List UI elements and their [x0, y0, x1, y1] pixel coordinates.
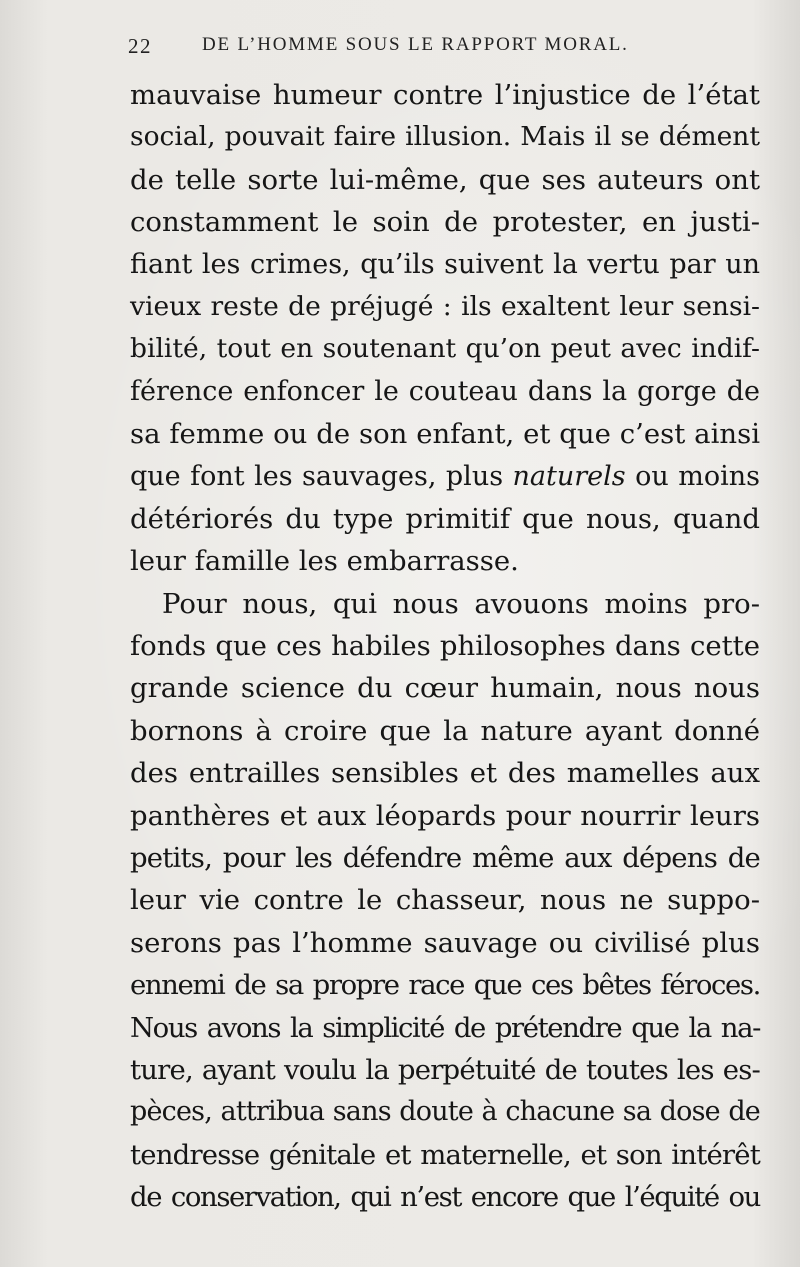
text-line: grande science du cœur humain, nous nous [130, 672, 760, 705]
text-line: mauvaise humeur contre l’injustice de l’état [130, 79, 760, 111]
text-line: bornons à croire que la nature ayant donné [130, 714, 760, 747]
text-line: férence enfoncer le couteau dans la gorge de [130, 375, 760, 407]
running-title: DE L’HOMME SOUS LE RAPPORT MORAL. [202, 34, 629, 55]
text-line: de telle sorte lui-même, que ses auteurs ont [130, 163, 760, 196]
text-line: ennemi de sa propre race que ces bêtes féroces. [130, 969, 760, 1002]
paragraph-1 [130, 74, 760, 583]
text-line: Nous avons la simplicité de prétendre que la na- [130, 1011, 760, 1044]
page-number: 22 [128, 34, 152, 58]
text-line: leur vie contre le chasseur, nous ne suppo- [130, 884, 760, 917]
text-segment: que font les sauvages, plus [130, 460, 513, 492]
text-line: serons pas l’homme sauvage ou civilisé plus [130, 926, 760, 959]
running-head [128, 34, 768, 64]
text-line: constamment le soin de protester, en justi- [130, 206, 760, 239]
text-line: Pour nous, qui nous avouons moins pro- [162, 587, 760, 620]
text-line: social, pouvait faire illusion. Mais il se dément [130, 121, 760, 153]
text-line: pèces, attribua sans doute à chacune sa dose de [130, 1096, 760, 1128]
text-line: fonds que ces habiles philosophes dans cette [130, 630, 760, 663]
paragraph-2 [130, 583, 760, 1219]
text-line: tendresse génitale et maternelle, et son intérêt [130, 1138, 760, 1171]
text-line: panthères et aux léopards pour nourrir leurs [130, 799, 760, 832]
body-text [130, 74, 760, 1219]
text-segment: ou moins [625, 460, 760, 492]
text-line: fiant les crimes, qu’ils suivent la vertu par un [130, 248, 760, 280]
text-line: détériorés du type primitif que nous, quand [130, 502, 760, 535]
text-line: de conservation, qui n’est encore que l’équité ou [130, 1181, 760, 1214]
text-line: des entrailles sensibles et des mamelles aux [130, 757, 760, 790]
text-line [130, 456, 760, 498]
text-line: sa femme ou de son enfant, et que c’est ainsi [130, 418, 760, 451]
text-line: bilité, tout en soutenant qu’on peut avec indif- [130, 333, 760, 365]
text-line: vieux reste de préjugé : ils exaltent leur sensi- [130, 290, 760, 322]
text-line: leur famille les embarrasse. [130, 545, 519, 578]
italic-word: naturels [512, 460, 626, 492]
text-line: petits, pour les défendre même aux dépens de [130, 842, 760, 875]
text-line: ture, ayant voulu la perpétuité de toutes les es- [130, 1053, 760, 1086]
